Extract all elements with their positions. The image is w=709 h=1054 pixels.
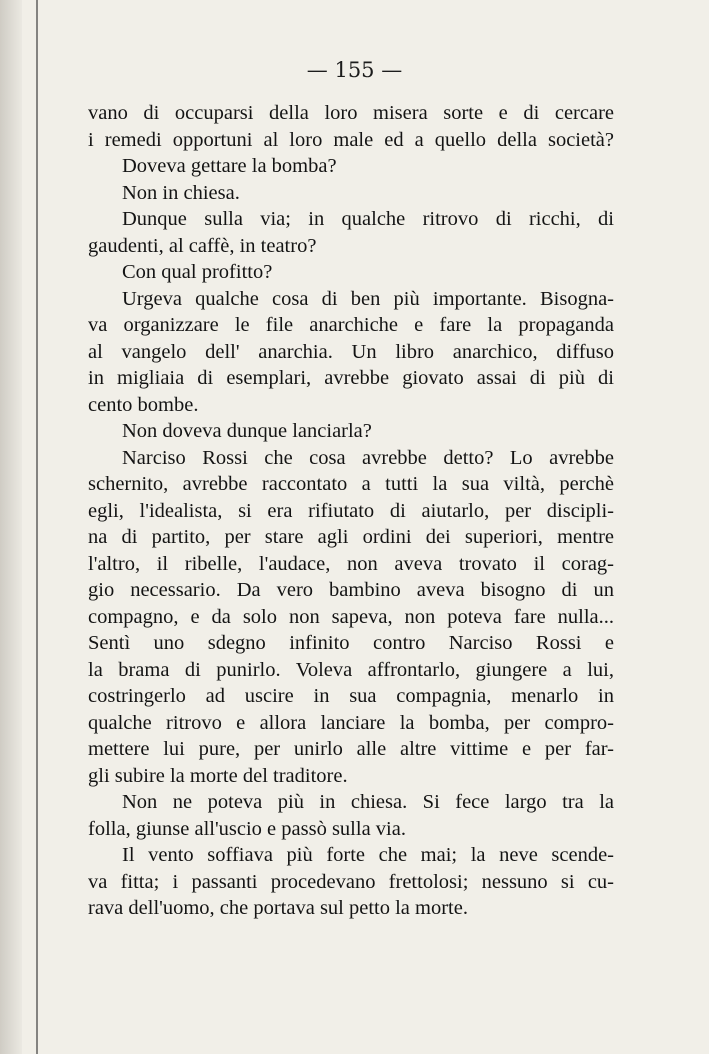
text-line: mettere lui pure, per unirlo alle altre vittime e per far- [88, 738, 614, 760]
text-line: va fitta; i passanti procedevano frettolosi; nessuno si cu- [88, 870, 614, 893]
text-line: rava dell'uomo, che portava sul petto la morte. [88, 897, 468, 919]
page-gutter-shadow [0, 0, 22, 1054]
text-line: va organizzare le file anarchiche e fare la propaganda [88, 314, 614, 336]
text-line: Non in chiesa. [122, 181, 240, 204]
text-line: egli, l'idealista, si era rifiutato di aiutarlo, per discipli- [88, 499, 614, 522]
text-line: gio necessario. Da vero bambino aveva bisogno di un [88, 579, 614, 601]
text-line: cento bombe. [88, 393, 199, 416]
page-number: — 155 — [306, 58, 403, 82]
text-line: Doveva gettare la bomba? [122, 155, 337, 177]
text-line: gli subire la morte del traditore. [88, 764, 348, 787]
text-line: l'altro, il ribelle, l'audace, non aveva trovato il corag- [88, 552, 614, 575]
text-line: qualche ritrovo e allora lanciare la bomba, per compro- [88, 711, 614, 734]
text-line: Sentì uno sdegno infinito contro Narciso Rossi e [88, 632, 614, 654]
text-line: Non doveva dunque lanciarla? [122, 420, 372, 442]
text-line: al vangelo dell' anarchia. Un libro anarchico, diffuso [88, 340, 614, 363]
text-line: vano di occuparsi della loro misera sorte e di cercare [88, 102, 614, 124]
text-line: Narciso Rossi che cosa avrebbe detto? Lo avrebbe [122, 446, 614, 469]
text-line: costringerlo ad uscire in sua compagnia, menarlo in [88, 685, 614, 707]
text-line: Non ne poteva più in chiesa. Si fece largo tra la [122, 791, 614, 813]
text-line: gaudenti, al caffè, in teatro? [88, 234, 317, 257]
text-line: folla, giunse all'uscio e passò sulla via. [88, 817, 406, 840]
text-line: i remedi opportuni al loro male ed a quello della società? [88, 128, 614, 151]
text-line: compagno, e da solo non sapeva, non poteva fare nulla... [88, 605, 614, 628]
text-line: Urgeva qualche cosa di ben più importante. Bisogna- [122, 287, 614, 310]
text-line: in migliaia di esemplari, avrebbe giovato assai di più di [88, 367, 614, 389]
text-line: Dunque sulla via; in qualche ritrovo di ricchi, di [122, 208, 614, 230]
text-line: schernito, avrebbe raccontato a tutti la sua viltà, perchè [88, 473, 614, 495]
text-line: na di partito, per stare agli ordini dei superiori, mentre [88, 526, 614, 548]
text-line: Il vento soffiava più forte che mai; la neve scende- [122, 844, 614, 866]
text-line: Con qual profitto? [122, 261, 273, 283]
page-binding-edge [36, 0, 38, 1054]
body-text [88, 100, 614, 922]
text-line: la brama di punirlo. Voleva affrontarlo, giungere a lui, [88, 658, 614, 681]
